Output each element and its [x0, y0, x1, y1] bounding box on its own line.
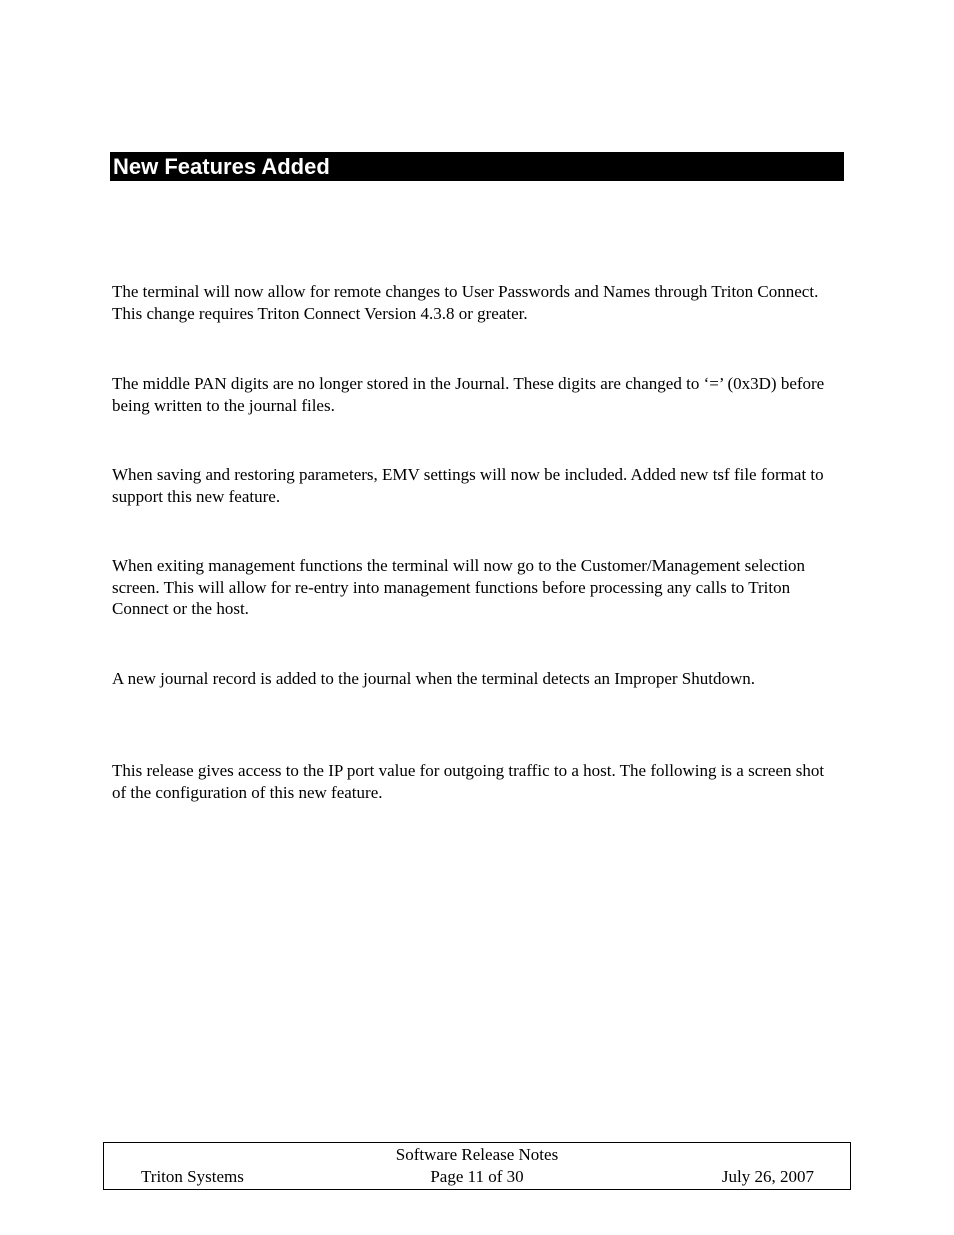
paragraph-emv-settings: When saving and restoring parameters, EMV settings will now be included. Added new tsf file format to support this new feature. [112, 465, 824, 506]
paragraph-journal-record: A new journal record is added to the journal when the terminal detects an Improper Shutdown. [112, 669, 755, 688]
section-heading: New Features Added [110, 152, 844, 181]
paragraph-remote-user-changes: The terminal will now allow for remote changes to User Passwords and Names through Triton Connect. This change requires Triton Connect Version 4.3.8 or greater. [112, 282, 819, 323]
footer-company: Triton Systems [141, 1167, 244, 1186]
paragraph-management-exit: When exiting management functions the terminal will now go to the Customer/Management selection screen. This will allow for re-entry into management functions before processing any calls to Triton Connect or the host. [112, 556, 806, 618]
paragraph-pan-digits: The middle PAN digits are no longer stored in the Journal. These digits are changed to ‘=’ (0x3D) before being written to the journal files. [112, 374, 825, 415]
footer-page-number: Page 11 of 30 [430, 1167, 524, 1186]
footer-date: July 26, 2007 [721, 1167, 814, 1186]
footer-document-title: Software Release Notes [395, 1145, 559, 1164]
page-footer [103, 1142, 851, 1190]
paragraph-ip-port: This release gives access to the IP port value for outgoing traffic to a host. The following is a screen shot of the configuration of this new feature. [112, 761, 825, 802]
